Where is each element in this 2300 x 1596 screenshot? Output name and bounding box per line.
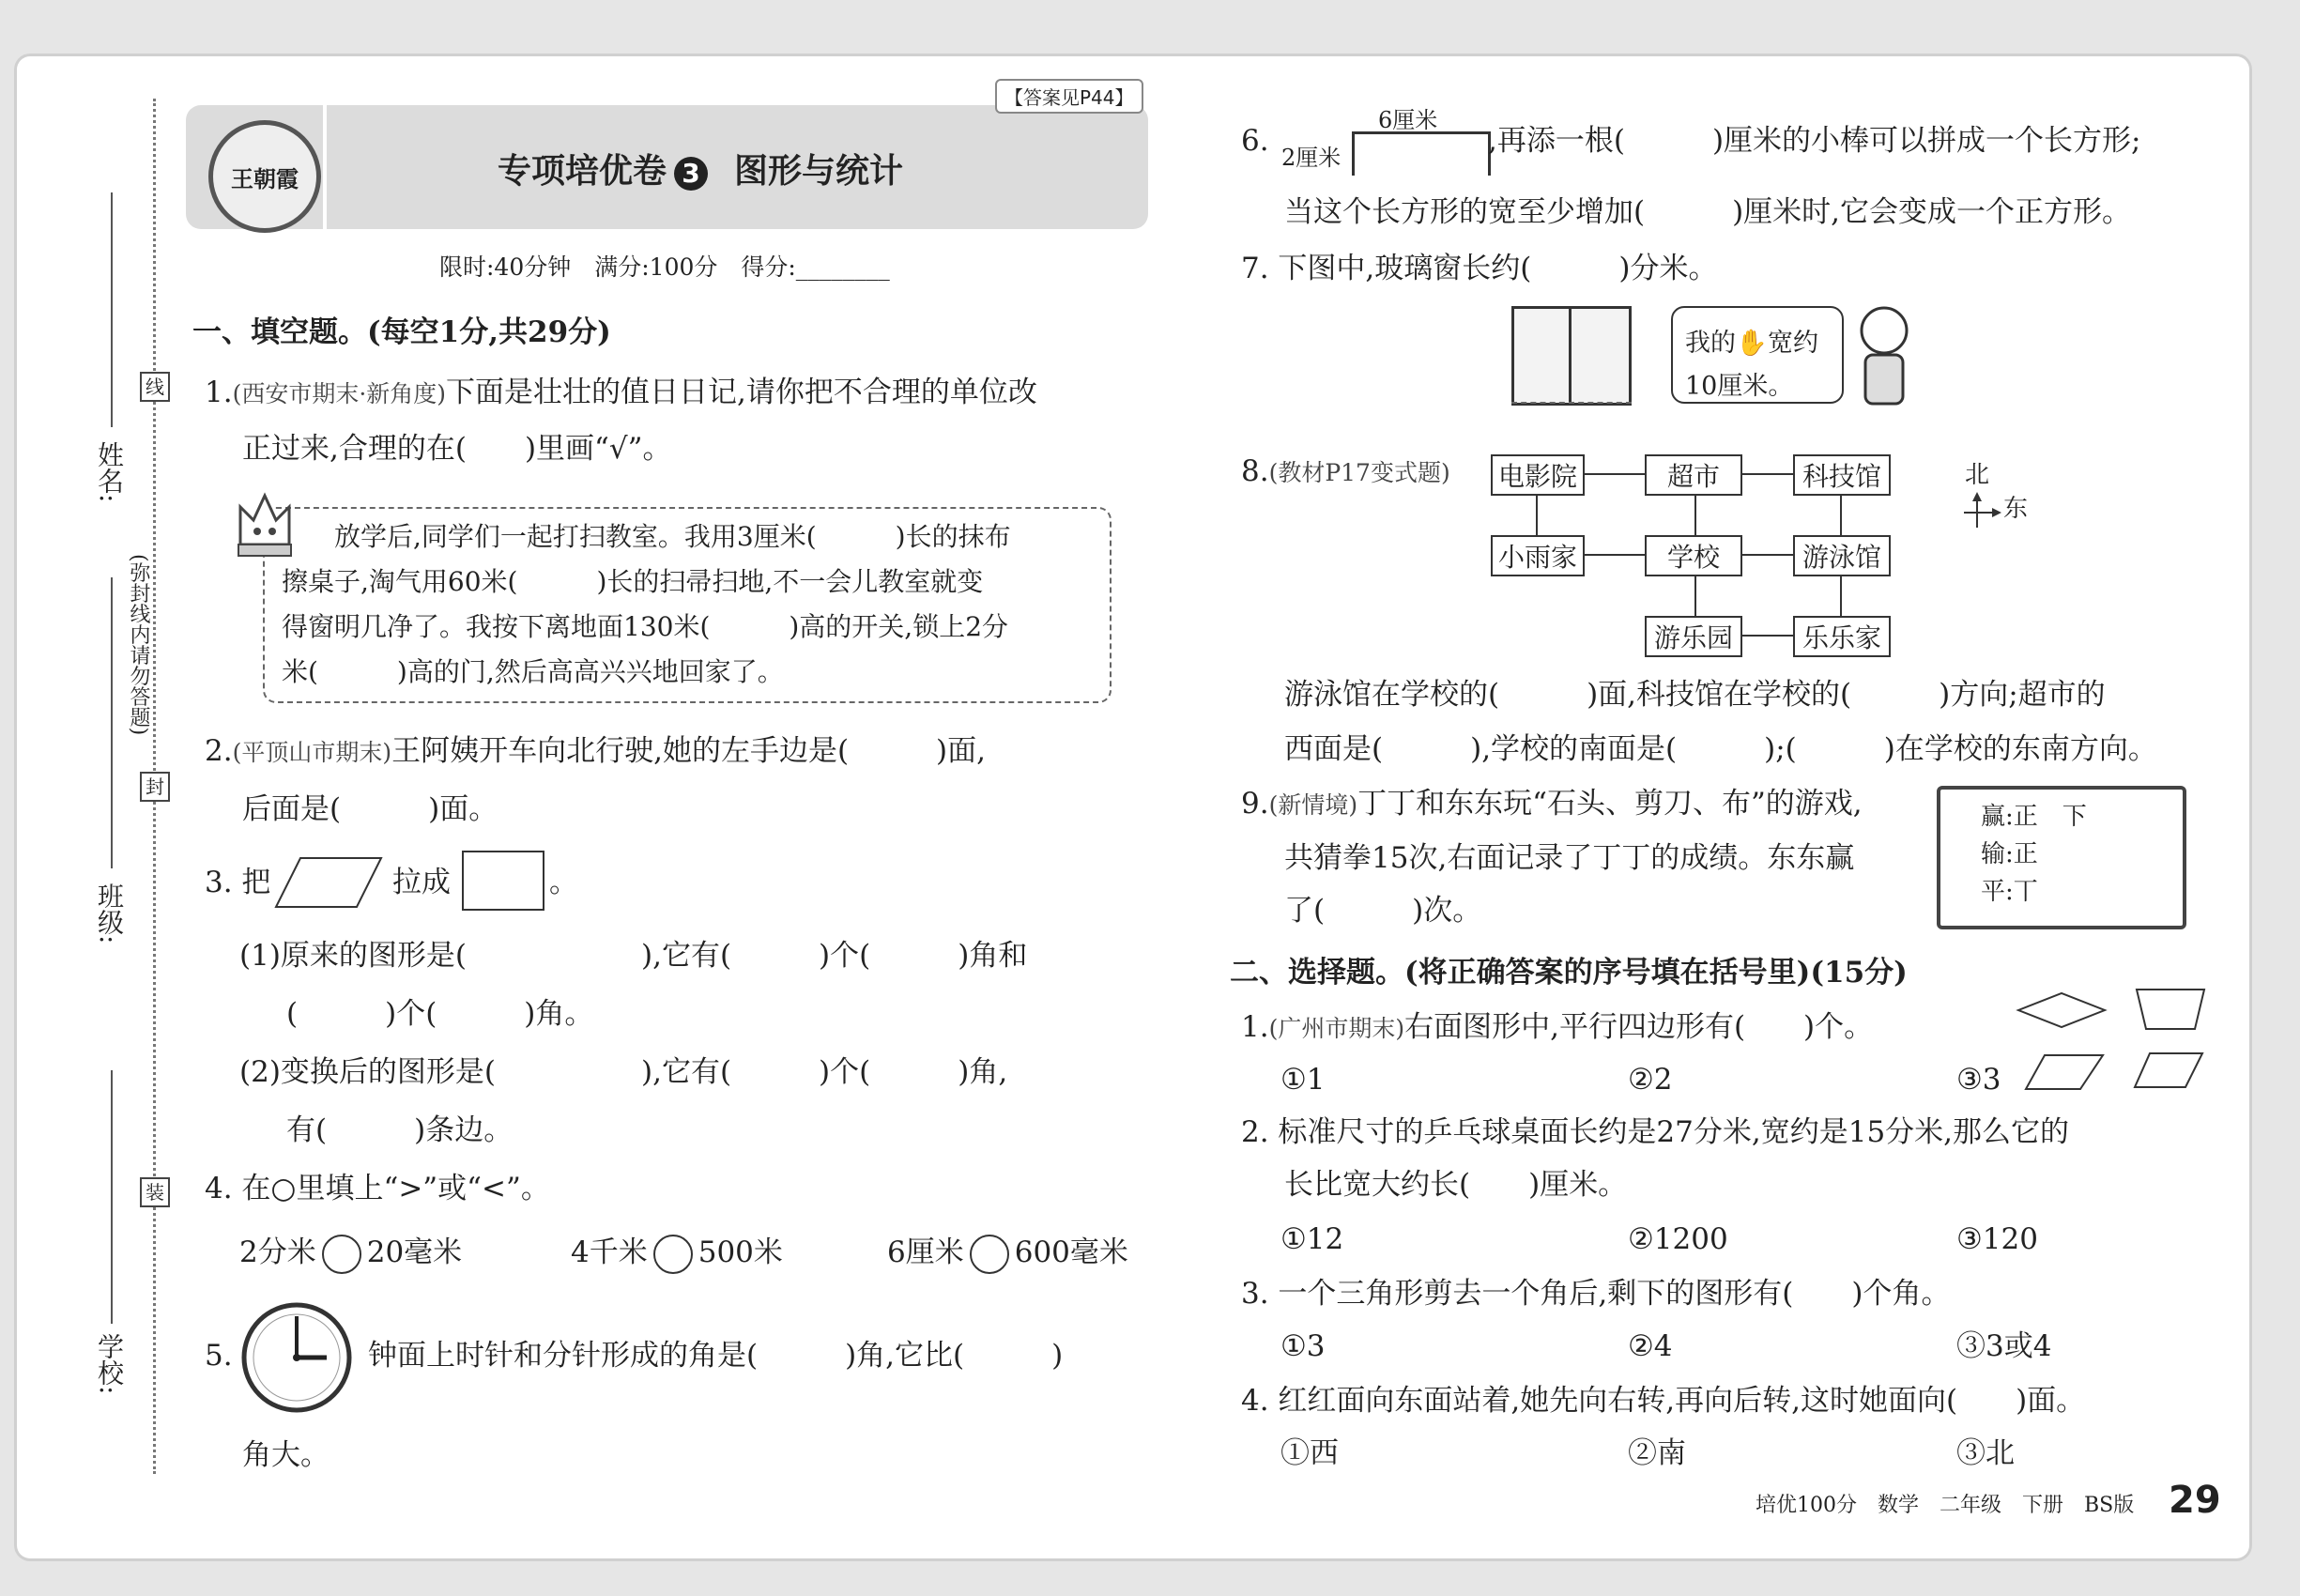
q4-compare-a: [239, 1234, 462, 1274]
board-draw: 平:丅: [1981, 878, 2038, 906]
brand-logo: 王朝霞: [208, 120, 321, 233]
q9-text: 丁丁和东东玩“石头、剪刀、布”的游戏,: [1357, 787, 1863, 821]
compass-arrow-icon: [1964, 492, 2001, 533]
q3-1-b: ( )个( )角。: [286, 997, 594, 1031]
seal-mark-1: 线: [140, 372, 170, 402]
header-divider: [323, 105, 327, 229]
s2-q1-opt-3[interactable]: ③3: [1956, 1063, 2001, 1097]
s2-q4-opt-2[interactable]: ②南: [1628, 1436, 1686, 1470]
seal-warning: (弥封线内请勿答题): [127, 554, 150, 736]
q5-text-2: 角大。: [242, 1438, 330, 1472]
shape-rhombus-icon: [2015, 990, 2108, 1035]
s2-q2-opt-3[interactable]: ③120: [1956, 1222, 2038, 1256]
map-xiaoyu-home: 小雨家: [1491, 535, 1585, 576]
answer-reference: 【答案见P44】: [995, 79, 1143, 114]
q6-sticks: [1352, 131, 1491, 176]
q5-num: 5.: [205, 1339, 233, 1373]
map-link: [1536, 494, 1538, 535]
q5-text: 钟面上时针和分针形成的角是( )角,它比( ): [368, 1339, 1064, 1373]
title-topic: 图形与统计: [734, 152, 904, 191]
compare-circle-b[interactable]: [653, 1235, 693, 1274]
q1-tag: (西安市期末·新角度): [232, 380, 447, 407]
q6-length-label: 6厘米: [1378, 107, 1438, 133]
compass-east: 东: [2003, 495, 2029, 523]
diary-line-4: 米( )高的门,然后高高兴兴地回家了。: [282, 656, 784, 687]
class-blank: [111, 577, 113, 868]
s2-q4: 4. 红红面向东面站着,她先向右转,再向后转,这时她面向( )面。: [1241, 1384, 2086, 1418]
shape-trapezoid-icon: [2133, 986, 2208, 1036]
footer-info: 培优100分 数学 二年级 下册 BS版: [1756, 1494, 2135, 1517]
map-link: [1840, 575, 1842, 616]
diary-line-1: 放学后,同学们一起打扫教室。我用3厘米( )长的抹布: [334, 521, 1011, 552]
map-cinema: 电影院: [1491, 454, 1585, 496]
seal-mark-2: 封: [140, 772, 170, 802]
q8-tag: (教材P17变式题): [1268, 459, 1450, 486]
s2-q4-opt-1[interactable]: ①西: [1280, 1436, 1339, 1470]
boy-icon: [1851, 302, 1917, 419]
q7-text: 7. 下图中,玻璃窗长约( )分米。: [1241, 252, 1718, 285]
s2-q1-num: 1.: [1241, 1010, 1269, 1044]
map-amusement-park: 游乐园: [1645, 616, 1742, 657]
map-school: 学校: [1645, 535, 1742, 576]
q2-tag: (平顶山市期末): [232, 739, 392, 766]
q2-text: 王阿姨开车向北行驶,她的左手边是( )面,: [391, 734, 986, 768]
q4-a-left: 2分米: [239, 1235, 316, 1269]
q9-text-3: 了( )次。: [1284, 894, 1482, 928]
title-number: 3: [674, 157, 708, 191]
q3-2-b: 有( )条边。: [286, 1113, 514, 1147]
bubble-line-1: [1685, 325, 1818, 362]
bubble-text-1: 我的: [1685, 329, 1736, 358]
q4-compare-c: [887, 1234, 1128, 1274]
q2-num: 2.: [205, 734, 233, 768]
page-title: [498, 145, 903, 192]
q1-num: 1.: [205, 376, 233, 409]
q6-width-label: 2厘米: [1281, 145, 1342, 171]
map-supermarket: 超市: [1645, 454, 1742, 496]
class-label: 班级:: [94, 882, 125, 944]
clock-icon: [238, 1299, 355, 1420]
map-science-museum: 科技馆: [1793, 454, 1891, 496]
q9-tag: (新情境): [1268, 791, 1358, 819]
q1: [205, 374, 1037, 413]
window-icon: [1511, 306, 1632, 406]
s2-q1-opt-2[interactable]: ②2: [1628, 1063, 1673, 1097]
s2-q3-opt-3[interactable]: ③3或4: [1956, 1329, 2052, 1363]
map-link: [1694, 575, 1696, 616]
name-label: 姓名:: [94, 441, 125, 503]
q8-num: 8.: [1241, 454, 1269, 488]
window-sill: [1511, 402, 1632, 432]
hand-icon: ✋: [1736, 329, 1768, 358]
school-label: 学校:: [94, 1333, 125, 1395]
title-main: 专项培优卷: [498, 152, 667, 191]
s2-q3-opt-1[interactable]: ①3: [1280, 1329, 1326, 1363]
q4-b-left: 4千米: [571, 1235, 648, 1269]
q3-1: (1)原来的图形是( ),它有( )个( )角和: [239, 939, 1028, 973]
map-swimming-pool: 游泳馆: [1793, 535, 1891, 576]
s2-q3-opt-2[interactable]: ②4: [1628, 1329, 1673, 1363]
q3-2: (2)变换后的图形是( ),它有( )个( )角,: [239, 1055, 1008, 1089]
q2-text-2: 后面是( )面。: [242, 792, 498, 826]
s2-q2-text-2: 长比宽大约长( )厘米。: [1284, 1168, 1628, 1202]
q9: [1241, 785, 1863, 824]
q1-text: 下面是壮壮的值日日记,请你把不合理的单位改: [446, 376, 1037, 409]
q8: [1241, 453, 1450, 492]
section-2-title: 二、选择题。(将正确答案的序号填在括号里)(15分): [1230, 956, 1908, 990]
compass-north: 北: [1965, 461, 1990, 489]
q3-mid: 拉成: [392, 866, 451, 899]
q9-num: 9.: [1241, 787, 1269, 821]
section-1-title: 一、填空题。(每空1分,共29分): [192, 315, 611, 349]
q4: 4. 在○里填上“>”或“<”。: [205, 1172, 550, 1205]
q3-lead: 3. 把: [205, 866, 271, 899]
shape-parallelogram-icon-2: [2131, 1050, 2206, 1095]
school-blank: [111, 1070, 113, 1324]
rectangle-icon: [462, 851, 544, 911]
q3-end: 。: [549, 866, 578, 899]
diary-line-3: 得窗明几净了。我按下离地面130米( )高的开关,锁上2分: [282, 611, 1009, 642]
parallelogram-icon: [272, 854, 385, 914]
board-win: 赢:正 下: [1981, 803, 2087, 831]
q2: [205, 732, 986, 772]
s2-q1-opt-1[interactable]: ①1: [1280, 1063, 1326, 1097]
map-link: [1840, 494, 1842, 535]
exam-meta: 限时:40分钟 满分:100分 得分:________: [439, 253, 890, 281]
q4-c-right: 600毫米: [1014, 1235, 1128, 1269]
s2-q1-text: 右面图形中,平行四边形有( )个。: [1404, 1010, 1874, 1044]
s2-q2-opt-2[interactable]: ②1200: [1628, 1222, 1728, 1256]
crown-mascot-icon: [233, 488, 297, 563]
q6-text-2: 当这个长方形的宽至少增加( )厘米时,它会变成一个正方形。: [1284, 195, 2132, 229]
q8-text: 游泳馆在学校的( )面,科技馆在学校的( )方向;超市的: [1284, 678, 2106, 712]
seal-mark-3: 装: [140, 1177, 170, 1207]
shape-parallelogram-icon: [2022, 1051, 2107, 1097]
s2-q2: 2. 标准尺寸的乒乓球桌面长约是27分米,宽约是15分米,那么它的: [1241, 1115, 2070, 1149]
s2-q1: [1241, 1008, 1873, 1048]
name-blank: [111, 192, 113, 427]
bubble-line-2: 10厘米。: [1685, 372, 1794, 401]
q4-b-right: 500米: [698, 1235, 783, 1269]
q4-a-right: 20毫米: [366, 1235, 463, 1269]
compare-circle-a[interactable]: [322, 1235, 361, 1274]
s2-q3: 3. 一个三角形剪去一个角后,剩下的图形有( )个角。: [1241, 1277, 1951, 1311]
q4-c-left: 6厘米: [887, 1235, 964, 1269]
map-link: [1694, 494, 1696, 535]
q6-num: 6.: [1241, 124, 1269, 158]
diary-line-2: 擦桌子,淘气用60米( )长的扫帚扫地,不一会儿教室就变: [282, 566, 984, 597]
s2-q2-opt-1[interactable]: ①12: [1280, 1222, 1344, 1256]
q8-text-2: 西面是( ),学校的南面是( );( )在学校的东南方向。: [1284, 732, 2157, 766]
map-lele-home: 乐乐家: [1793, 616, 1891, 657]
q1-text-2: 正过来,合理的在( )里画“√”。: [242, 432, 672, 466]
s2-q1-tag: (广州市期末): [1268, 1015, 1405, 1042]
s2-q4-opt-3[interactable]: ③北: [1956, 1436, 2015, 1470]
compare-circle-c[interactable]: [970, 1235, 1009, 1274]
page-number: 29: [2169, 1479, 2221, 1522]
board-lose: 输:正: [1981, 840, 2038, 868]
q4-compare-b: [571, 1234, 783, 1274]
q6-text: ,再添一根( )厘米的小棒可以拼成一个长方形;: [1488, 124, 2141, 158]
q9-text-2: 共猜拳15次,右面记录了丁丁的成绩。东东赢: [1284, 841, 1855, 875]
bubble-text-2: 宽约: [1768, 329, 1818, 358]
